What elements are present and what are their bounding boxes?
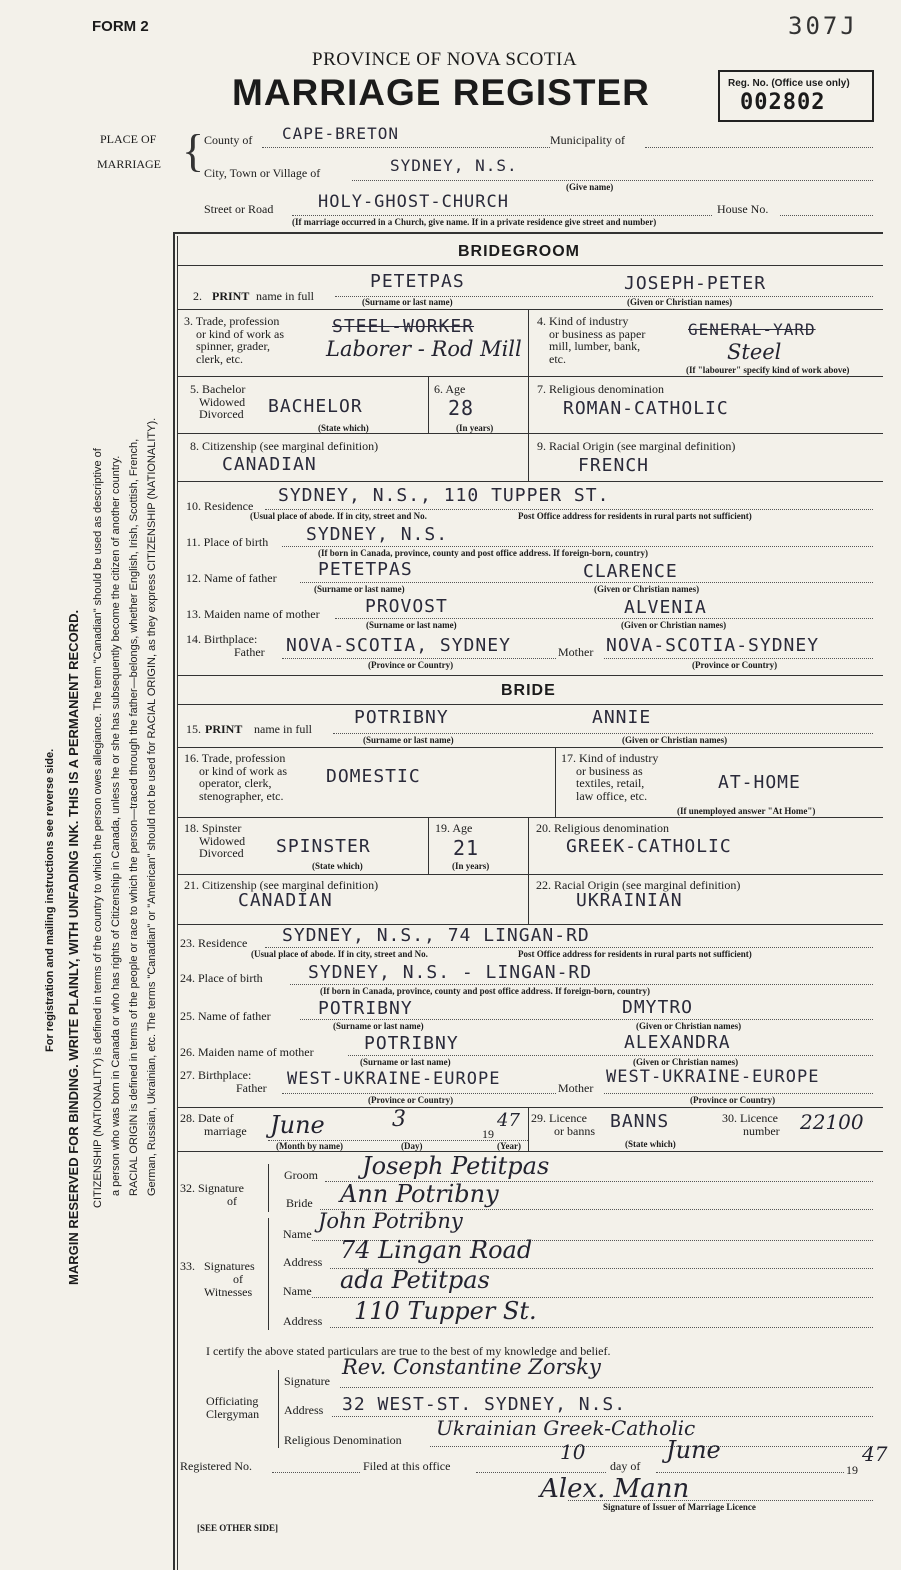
marriage-year: 47 bbox=[497, 1110, 520, 1131]
bg-race-label: 9. Racial Origin (see marginal definition) bbox=[537, 439, 736, 453]
bg-status-note: (State which) bbox=[318, 423, 369, 433]
bg-residence-label: 10. Residence bbox=[186, 499, 254, 513]
br-mother-sn-note: (Surname or last name) bbox=[360, 1057, 451, 1067]
date-label: 28. Date of marriage bbox=[180, 1111, 247, 1138]
county-label: County of bbox=[204, 133, 253, 147]
licence-number: 22100 bbox=[800, 1110, 864, 1134]
month-note: (Month by name) bbox=[276, 1141, 343, 1151]
br-mother-label: 26. Maiden name of mother bbox=[180, 1045, 314, 1059]
br-mother-gn-note: (Given or Christian names) bbox=[633, 1057, 739, 1067]
br-status-note: (State which) bbox=[312, 861, 363, 871]
br-race-label: 22. Racial Origin (see marginal definition) bbox=[536, 878, 741, 892]
bride-racial-origin: UKRAINIAN bbox=[576, 890, 683, 911]
marriage-day: 3 bbox=[392, 1107, 406, 1132]
bg-res-note-a: (Usual place of abode. If in city, street and No. bbox=[250, 511, 427, 521]
witness-2-name: ada Petitpas bbox=[340, 1266, 490, 1294]
bride-father-given: DMYTRO bbox=[622, 997, 694, 1018]
year-note: (Year) bbox=[497, 1141, 521, 1151]
groom-marital-status: BACHELOR bbox=[268, 396, 363, 417]
groom-birthplace: SYDNEY, N.S. bbox=[306, 524, 449, 545]
bride-residence: SYDNEY, N.S., 74 LINGAN-RD bbox=[282, 925, 590, 946]
certify-statement: I certify the above stated particulars are true to the best of my knowledge and belief. bbox=[206, 1344, 611, 1358]
bg-birthplace-label: 14. Birthplace: Father bbox=[186, 632, 265, 659]
street-label: Street or Road bbox=[204, 202, 274, 216]
give-name-note: (Give name) bbox=[566, 182, 614, 192]
br-print-bold: PRINT bbox=[205, 722, 243, 736]
groom-mother-surname: PROVOST bbox=[365, 596, 448, 617]
licence-label: 29. Licence or banns bbox=[531, 1111, 595, 1138]
groom-industry: Steel bbox=[727, 340, 782, 364]
br-bp-mother-label: Mother bbox=[558, 1081, 594, 1095]
licence-or-banns: BANNS bbox=[610, 1111, 670, 1132]
clergy-denomination: Ukrainian Greek-Catholic bbox=[436, 1416, 696, 1440]
witness-1-name: John Potribny bbox=[318, 1209, 463, 1233]
groom-sig-label: Groom bbox=[284, 1168, 318, 1182]
licence-number-label: 30. Licence number bbox=[722, 1111, 780, 1138]
house-label: House No. bbox=[717, 202, 769, 216]
bride-heading: BRIDE bbox=[501, 682, 556, 699]
br-print-num: 15. bbox=[186, 722, 201, 736]
bride-mother-birthplace: WEST-UKRAINE-EUROPE bbox=[606, 1067, 820, 1087]
bg-father-label: 12. Name of father bbox=[186, 571, 277, 585]
br-citizenship-label: 21. Citizenship (see marginal definition) bbox=[184, 878, 379, 892]
municipality-label: Municipality of bbox=[550, 133, 625, 147]
filed-year: 47 bbox=[862, 1442, 888, 1466]
day-note: (Day) bbox=[401, 1141, 423, 1151]
clergy-denomination-label: Religious Denomination bbox=[284, 1433, 402, 1447]
registered-label: Registered No. bbox=[180, 1459, 252, 1473]
witness-2-address: 110 Tupper St. bbox=[354, 1297, 537, 1325]
groom-residence: SYDNEY, N.S., 110 TUPPER ST. bbox=[278, 485, 610, 506]
bg-res-note-b: Post Office address for residents in rural parts not sufficient) bbox=[518, 511, 752, 521]
reference-mark: 307J bbox=[788, 12, 858, 40]
br-birth-note: (If born in Canada, province, county and post office address. If foreign-born, country) bbox=[320, 986, 651, 996]
witness-1-address: 74 Lingan Road bbox=[340, 1236, 533, 1264]
br-print-rest: name in full bbox=[254, 722, 312, 736]
margin-binding-notice: MARGIN RESERVED FOR BINDING. WRITE PLAINLY, WITH UNFADING INK. THIS IS A PERMANENT RECORD. bbox=[66, 609, 81, 1285]
w1-address-label: Address bbox=[283, 1255, 323, 1269]
bg-surname-note: (Surname or last name) bbox=[362, 297, 453, 307]
br-bp-note-2: (Province or Country) bbox=[690, 1095, 776, 1105]
clergy-sig-label: Signature bbox=[284, 1374, 330, 1388]
form-number: FORM 2 bbox=[92, 18, 149, 35]
bg-print-rest: name in full bbox=[256, 289, 314, 303]
margin-racial-origin-def: RACIAL ORIGIN is defined in terms of the people or race to which the person—traced through the father—belongs, whether English, Irish, Scottish, French, bbox=[128, 438, 140, 1196]
city-value: SYDNEY, N.S. bbox=[390, 156, 518, 175]
br-father-gn-note: (Given or Christian names) bbox=[636, 1021, 742, 1031]
marriage-year-prefix: 19 bbox=[482, 1127, 494, 1141]
groom-racial-origin: FRENCH bbox=[578, 455, 650, 476]
witness-label: 33. Signatures of Witnesses bbox=[180, 1259, 255, 1299]
bg-trade-label: 3. Trade, profession or kind of work as spinner, grader, clerk, etc. bbox=[184, 314, 284, 366]
br-birth-label: 24. Place of birth bbox=[180, 971, 263, 985]
groom-mother-birthplace: NOVA-SCOTIA-SYDNEY bbox=[606, 635, 820, 656]
bg-mother-sn-note: (Surname or last name) bbox=[366, 620, 457, 630]
filed-year-prefix: 19 bbox=[846, 1463, 858, 1477]
clergy-label: Officiating Clergyman bbox=[206, 1394, 260, 1421]
bg-print-num: 2. bbox=[193, 289, 202, 303]
bride-mother-surname: POTRIBNY bbox=[364, 1033, 459, 1054]
bride-signature: Ann Potribny bbox=[340, 1180, 499, 1208]
w2-address-label: Address bbox=[283, 1314, 323, 1328]
clergy-signature: Rev. Constantine Zorsky bbox=[342, 1355, 601, 1379]
bg-print-bold: PRINT bbox=[212, 289, 250, 303]
place-label-1: PLACE OF bbox=[100, 132, 157, 146]
place-label-2: MARRIAGE bbox=[97, 157, 162, 171]
clergy-address-label: Address bbox=[284, 1403, 324, 1417]
bg-status-label: 5. Bachelor Widowed Divorced bbox=[190, 382, 246, 421]
reg-box-label: Reg. No. (Office use only) bbox=[728, 78, 850, 89]
street-note: (If marriage occurred in a Church, give name. If in a private residence give street and number) bbox=[292, 217, 657, 227]
bg-industry-note: (If "labourer" specify kind of work above) bbox=[686, 365, 850, 375]
br-age-label: 19. Age bbox=[435, 821, 473, 835]
marriage-month: June bbox=[270, 1111, 325, 1139]
groom-father-surname: PETETPAS bbox=[318, 559, 413, 580]
issuer-label: Signature of Issuer of Marriage Licence bbox=[603, 1502, 756, 1512]
bg-religion-label: 7. Religious denomination bbox=[537, 382, 664, 396]
br-religion-label: 20. Religious denomination bbox=[536, 821, 669, 835]
margin-citizenship-def: CITIZENSHIP (NATIONALITY) is defined in terms of the country to which the person owes allegiance. The term "Canadian" should be used as descriptive of bbox=[92, 448, 104, 1208]
br-surname-note: (Surname or last name) bbox=[363, 735, 454, 745]
groom-age: 28 bbox=[448, 396, 475, 420]
bride-given-names: ANNIE bbox=[592, 707, 652, 728]
clergy-address: 32 WEST-ST. SYDNEY, N.S. bbox=[342, 1394, 627, 1415]
bride-mother-given: ALEXANDRA bbox=[624, 1032, 731, 1053]
bride-sig-label: Bride bbox=[286, 1196, 313, 1210]
groom-surname: PETETPAS bbox=[370, 271, 465, 292]
bride-industry: AT-HOME bbox=[718, 772, 801, 793]
bg-citizenship-label: 8. Citizenship (see marginal definition) bbox=[190, 439, 379, 453]
br-industry-label: 17. Kind of industry or business as textiles, retail, law office, etc. bbox=[561, 751, 659, 803]
bg-bp-note: (Province or Country) bbox=[368, 660, 454, 670]
groom-religion: ROMAN-CATHOLIC bbox=[563, 398, 729, 419]
province-heading: PROVINCE OF NOVA SCOTIA bbox=[312, 49, 578, 70]
city-label: City, Town or Village of bbox=[204, 166, 321, 180]
bg-father-gn-note: (Given or Christian names) bbox=[594, 584, 700, 594]
br-father-label: 25. Name of father bbox=[180, 1009, 271, 1023]
br-industry-note: (If unemployed answer "At Home") bbox=[677, 806, 816, 816]
document-title: MARRIAGE REGISTER bbox=[232, 72, 650, 113]
bride-age: 21 bbox=[453, 836, 480, 860]
margin-instructions: For registration and mailing instructions see reverse side. bbox=[44, 748, 56, 1052]
filed-label: Filed at this office bbox=[363, 1459, 451, 1473]
bg-father-sn-note: (Surname or last name) bbox=[314, 584, 405, 594]
bride-birthplace: SYDNEY, N.S. - LINGAN-RD bbox=[308, 962, 593, 983]
registration-number-box bbox=[718, 70, 874, 122]
br-age-note: (In years) bbox=[452, 861, 490, 871]
filed-day: 10 bbox=[560, 1440, 586, 1464]
br-given-note: (Given or Christian names) bbox=[622, 735, 728, 745]
br-trade-label: 16. Trade, profession or kind of work as operator, clerk, stenographer, etc. bbox=[184, 751, 287, 803]
groom-trade-struck: STEEL-WORKER bbox=[332, 316, 475, 337]
signature-label: 32. Signature of bbox=[180, 1181, 244, 1208]
br-residence-label: 23. Residence bbox=[180, 936, 248, 950]
groom-trade: Laborer - Rod Mill bbox=[326, 337, 522, 361]
filed-month: June bbox=[666, 1436, 721, 1464]
day-of-label: day of bbox=[610, 1459, 641, 1473]
margin-citizenship-def-2: a person who was born in Canada or who has rights of Citizenship in Canada, unless he or she has subsequently become the citizen of another country. bbox=[110, 455, 122, 1196]
bg-mother-gn-note: (Given or Christian names) bbox=[621, 620, 727, 630]
registration-number: 002802 bbox=[740, 90, 826, 115]
binding-margin-line bbox=[173, 232, 175, 1570]
bride-citizenship: CANADIAN bbox=[238, 890, 333, 911]
bg-birth-note: (If born in Canada, province, county and post office address. If foreign-born, country) bbox=[318, 548, 649, 558]
bride-trade: DOMESTIC bbox=[326, 766, 421, 787]
bride-father-birthplace: WEST-UKRAINE-EUROPE bbox=[287, 1069, 501, 1089]
groom-father-birthplace: NOVA-SCOTIA, SYDNEY bbox=[286, 635, 511, 656]
groom-given-names: JOSEPH-PETER bbox=[624, 273, 767, 294]
bride-surname: POTRIBNY bbox=[354, 707, 449, 728]
w1-name-label: Name bbox=[283, 1227, 312, 1241]
br-father-sn-note: (Surname or last name) bbox=[333, 1021, 424, 1031]
brace: { bbox=[182, 125, 205, 176]
groom-mother-given: ALVENIA bbox=[624, 597, 707, 618]
see-other-side: [SEE OTHER SIDE] bbox=[197, 1523, 279, 1533]
county-value: CAPE-BRETON bbox=[282, 124, 399, 143]
bg-industry-label: 4. Kind of industry or business as paper mill, lumber, bank, etc. bbox=[537, 314, 646, 366]
bg-bp-mother-label: Mother bbox=[558, 645, 594, 659]
licence-note: (State which) bbox=[625, 1139, 676, 1149]
bridegroom-heading: BRIDEGROOM bbox=[458, 243, 580, 260]
bg-age-label: 6. Age bbox=[434, 382, 466, 396]
bg-mother-label: 13. Maiden name of mother bbox=[186, 607, 320, 621]
w2-name-label: Name bbox=[283, 1284, 312, 1298]
br-res-note-a: (Usual place of abode. If in city, street and No. bbox=[251, 949, 428, 959]
groom-industry-struck: GENERAL-YARD bbox=[688, 320, 816, 339]
br-status-label: 18. Spinster Widowed Divorced bbox=[184, 821, 246, 860]
bride-religion: GREEK-CATHOLIC bbox=[566, 836, 732, 857]
street-value: HOLY-GHOST-CHURCH bbox=[318, 192, 509, 212]
bg-given-note: (Given or Christian names) bbox=[627, 297, 733, 307]
bg-birth-label: 11. Place of birth bbox=[186, 535, 269, 549]
bride-marital-status: SPINSTER bbox=[276, 836, 371, 857]
groom-citizenship: CANADIAN bbox=[222, 454, 317, 475]
bg-bp-note-2: (Province or Country) bbox=[692, 660, 778, 670]
br-bp-note: (Province or Country) bbox=[368, 1095, 454, 1105]
br-res-note-b: Post Office address for residents in rural parts not sufficient) bbox=[518, 949, 752, 959]
groom-signature: Joseph Petitpas bbox=[362, 1152, 550, 1180]
margin-racial-origin-def-2: German, Russian, Ukrainian, etc. The terms "Canadian" or "American" should not be used for RACIAL ORIGIN, as they express CITIZENSHIP (NATIONALITY). bbox=[146, 417, 158, 1196]
groom-father-given: CLARENCE bbox=[583, 561, 678, 582]
bride-father-surname: POTRIBNY bbox=[318, 998, 413, 1019]
br-birthplace-label: 27. Birthplace: Father bbox=[180, 1068, 267, 1095]
issuer-signature: Alex. Mann bbox=[540, 1474, 690, 1504]
bg-age-note: (In years) bbox=[456, 423, 494, 433]
